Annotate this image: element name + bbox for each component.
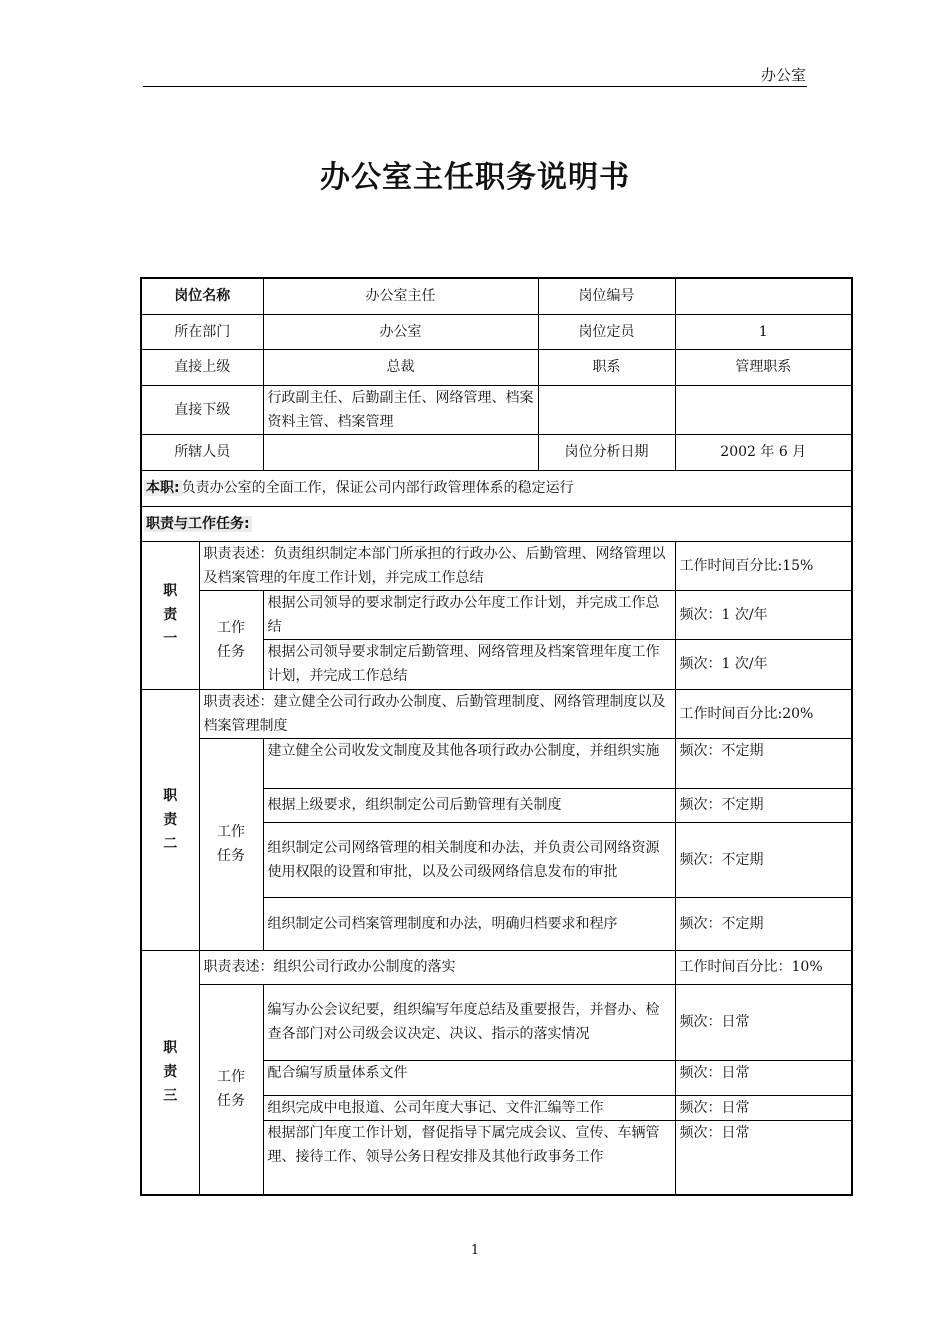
duty-1-time-pct: 工作时间百分比:15% [675,541,852,590]
job-description-table [140,277,853,1196]
duty-2-task-4-freq: 频次：不定期 [675,897,852,950]
duty-3-task-row [141,984,852,1060]
duty-2-task-1-freq: 频次：不定期 [675,738,852,788]
duty-3-task-1-freq: 频次：日常 [675,984,852,1060]
duty-1-task-row [141,590,852,639]
duty-1-task-label: 工作 任务 [199,590,263,689]
duty-1-task-1-freq: 频次：1 次/年 [675,590,852,639]
duty-1-task-1: 根据公司领导的要求制定行政办公年度工作计划，并完成工作总结 [263,590,675,639]
duty-3-time-pct: 工作时间百分比：10% [675,950,852,984]
staff-value [263,434,538,470]
subordinates-empty-2 [675,385,852,434]
info-row-superior [141,349,852,385]
duty-3-task-label: 工作 任务 [199,984,263,1195]
summary-label: 本职: [146,480,180,496]
document-title: 办公室主任职务说明书 [320,160,630,195]
header-department-label: 办公室 [760,66,806,84]
superior-label: 直接上级 [141,349,263,385]
page-number: 1 [470,1243,480,1258]
duty-3-label: 职 责 三 [141,950,199,1195]
job-family-value: 管理职系 [675,349,852,385]
analysis-date-label: 岗位分析日期 [538,434,675,470]
duty-3-task-4-freq: 频次：日常 [675,1120,852,1195]
analysis-date-value: 2002 年 6 月 [675,434,852,470]
duty-2-task-1: 建立健全公司收发文制度及其他各项行政办公制度，并组织实施 [263,738,675,788]
duties-heading-row [141,506,852,541]
duty-1-task-2: 根据公司领导要求制定后勤管理、网络管理及档案管理年度工作计划，并完成工作总结 [263,639,675,689]
duty-1-task-2-freq: 频次：1 次/年 [675,639,852,689]
job-family-label: 职系 [538,349,675,385]
position-name-value: 办公室主任 [263,278,538,314]
duty-3-task-4: 根据部门年度工作计划，督促指导下属完成会议、宣传、车辆管理、接待工作、领导公务日程安排及其他行政事务工作 [263,1120,675,1195]
headcount-label: 岗位定员 [538,314,675,349]
duty-2-statement: 职责表述：建立健全公司行政办公制度、后勤管理制度、网络管理制度以及档案管理制度 [199,689,675,738]
duty-2-task-label: 工作 任务 [199,738,263,950]
headcount-value: 1 [675,314,852,349]
duty-3-statement: 职责表述：组织公司行政办公制度的落实 [199,950,675,984]
duty-3-task-1: 编写办公会议纪要，组织编写年度总结及重要报告，并督办、检查各部门对公司级会议决定、决议、指示的落实情况 [263,984,675,1060]
duty-3-task-2: 配合编写质量体系文件 [263,1060,675,1095]
subordinates-label: 直接下级 [141,385,263,434]
duty-2-task-3: 组织制定公司网络管理的相关制度和办法，并负责公司网络资源使用权限的设置和审批，以及公司级网络信息发布的审批 [263,822,675,897]
position-name-label: 岗位名称 [141,278,263,314]
duty-2-statement-row [141,689,852,738]
duty-1-statement-row [141,541,852,590]
info-row-subordinates [141,385,852,434]
duty-2-task-2: 根据上级要求，组织制定公司后勤管理有关制度 [263,788,675,822]
duty-1-statement: 职责表述：负责组织制定本部门所承担的行政办公、后勤管理、网络管理以及档案管理的年度工作计划，并完成工作总结 [199,541,675,590]
position-code-label: 岗位编号 [538,278,675,314]
duty-2-time-pct: 工作时间百分比:20% [675,689,852,738]
duty-3-task-3-freq: 频次：日常 [675,1095,852,1120]
header-rule [143,86,807,87]
duties-heading: 职责与工作任务: [146,515,250,532]
duty-2-label: 职 责 二 [141,689,199,950]
summary-text: 负责办公室的全面工作，保证公司内部行政管理体系的稳定运行 [181,480,574,496]
department-label: 所在部门 [141,314,263,349]
subordinates-value: 行政副主任、后勤副主任、网络管理、档案资料主管、档案管理 [263,385,538,434]
duty-1-label: 职 责 一 [141,541,199,689]
duty-3-task-3: 组织完成中电报道、公司年度大事记、文件汇编等工作 [263,1095,675,1120]
duty-2-task-2-freq: 频次：不定期 [675,788,852,822]
info-row-department [141,314,852,349]
duty-2-task-3-freq: 频次：不定期 [675,822,852,897]
summary-row [141,470,852,506]
duty-2-task-row [141,738,852,788]
superior-value: 总裁 [263,349,538,385]
duty-2-task-4: 组织制定公司档案管理制度和办法，明确归档要求和程序 [263,897,675,950]
subordinates-empty-1 [538,385,675,434]
duty-3-task-2-freq: 频次：日常 [675,1060,852,1095]
position-code-value [675,278,852,314]
department-value: 办公室 [263,314,538,349]
staff-label: 所辖人员 [141,434,263,470]
duty-3-statement-row [141,950,852,984]
info-row-staff [141,434,852,470]
info-row-position [141,278,852,314]
